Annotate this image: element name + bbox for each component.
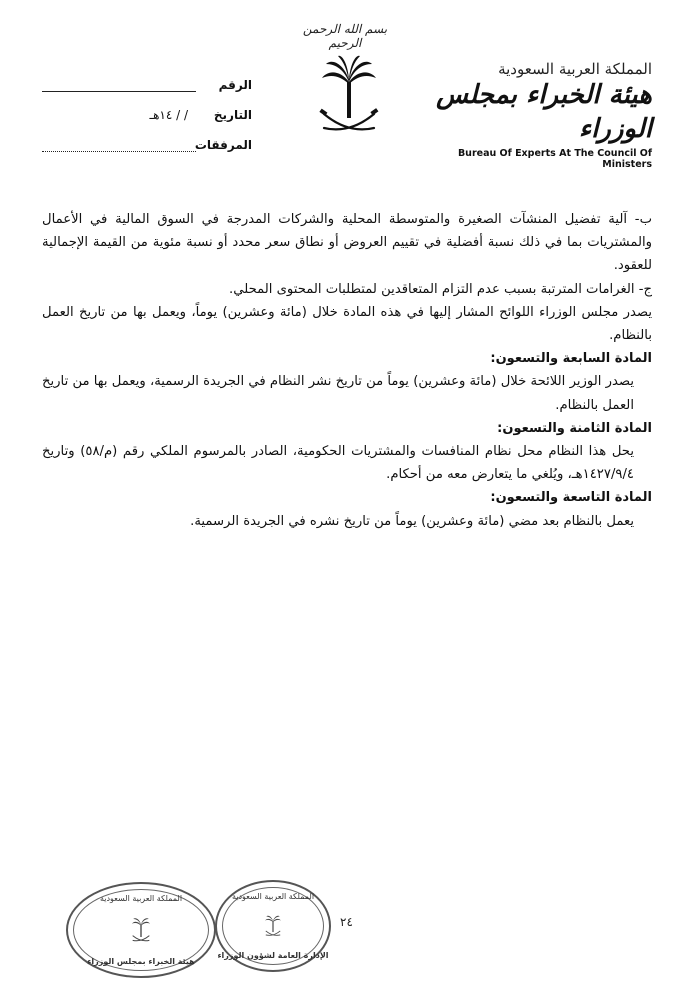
bureau-name-arabic: هيئة الخبراء بمجلس الوزراء [436,80,652,144]
stamp-a-top-text: المملكة العربية السعودية [99,894,183,903]
ref-number-line [42,77,196,92]
stamp-b-top-text: المملكة العربية السعودية [231,892,315,901]
date-label: التاريخ [213,108,252,122]
attachments-label: المرفقات [194,138,252,152]
page-number: ٢٤ [340,915,353,929]
ministers-affairs-stamp [215,880,331,972]
stamp-b-bottom-text: الإدارة العامة لشؤون الوزراء [217,951,329,960]
attachments-row [42,122,252,152]
date-value: / / ١٤هـ [149,108,188,122]
date-row [42,92,252,122]
palm-emblem-icon [262,913,284,939]
saudi-emblem-icon [318,52,380,142]
item-b-paragraph: ب- آلية تفضيل المنشآت الصغيرة والمتوسطة المحلية والشركات المدرجة في السوق المالية في الأعمال والمشتريات بما في ذلك نسبة أفضلية في تقييم العروض أو نطاق سعر محدد أو نسبة مئوية من القيمة الإجمالية للعقود. [42,212,652,274]
article-97-heading: المادة السابعة والتسعون: [490,351,652,367]
ref-number-row [42,62,252,92]
stamp-a-bottom-text: هيئة الخبراء بمجلس الوزراء [87,957,195,966]
document-body [42,208,652,533]
palm-emblem-icon [128,915,154,945]
reference-fields [42,62,252,152]
ref-number-label: الرقم [218,78,252,92]
issuer-block [432,60,652,170]
attachments-line [42,137,196,152]
article-98-text: يحل هذا النظام محل نظام المنافسات والمشتريات الحكومية، الصادر بالمرسوم الملكي رقم (م/٥٨) وتاريخ ١٤٢٧/٩/٤هـ، ويُلغي ما يتعارض معه من أحكام. [42,444,634,483]
article-97-text: يصدر الوزير اللائحة خلال (مائة وعشرين) يوماً من تاريخ نشر النظام في الجريدة الرسمية، ويعمل بها من تاريخ العمل بالنظام. [42,374,634,413]
regulations-paragraph: يصدر مجلس الوزراء اللوائح المشار إليها في هذه المادة خلال (مائة وعشرين) يوماً، ويعمل بها من تاريخ العمل بالنظام. [42,304,652,344]
article-99-heading: المادة التاسعة والتسعون: [490,490,652,506]
bureau-name-english: Bureau Of Experts At The Council Of Ministers [457,148,652,170]
article-99-text: يعمل بالنظام بعد مضي (مائة وعشرين) يوماً من تاريخ نشره في الجريدة الرسمية. [190,513,634,529]
bureau-seal-stamp [66,882,216,978]
kingdom-name: المملكة العربية السعودية [498,60,652,78]
item-c-paragraph: ج- الغرامات المترتبة بسبب عدم التزام المتعاقدين لمتطلبات المحتوى المحلي. [229,281,652,297]
basmala: بسم الله الرحمن الرحيم [302,22,388,50]
article-98-heading: المادة الثامنة والتسعون: [497,420,652,436]
